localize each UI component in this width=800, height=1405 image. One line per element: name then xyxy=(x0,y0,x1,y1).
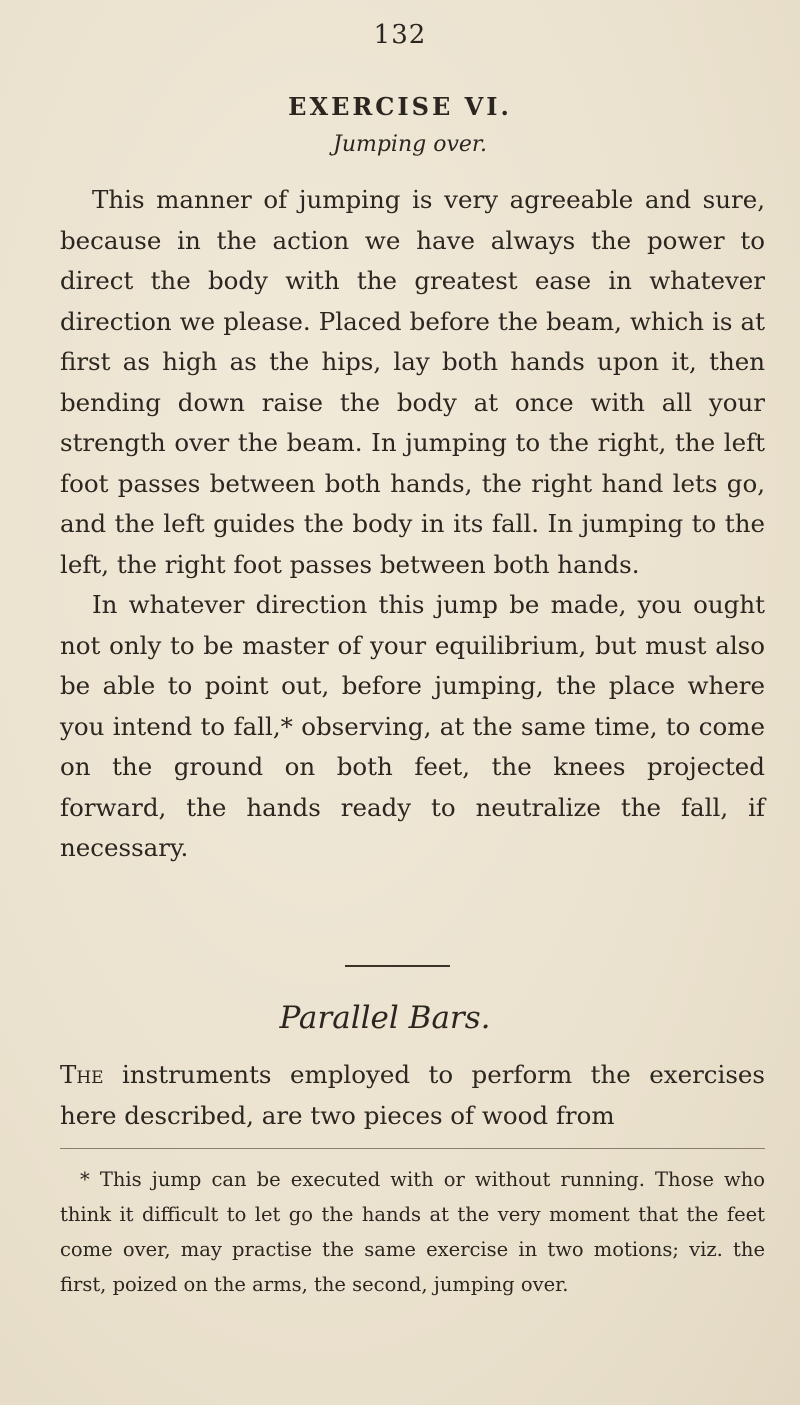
footnote xyxy=(60,1162,765,1302)
section-divider xyxy=(345,965,450,967)
exercise-heading: EXERCISE VI. xyxy=(288,92,512,121)
section-body xyxy=(60,1055,765,1136)
exercise-body xyxy=(60,180,765,869)
section-lead-word: The xyxy=(60,1060,104,1089)
section-paragraph-text: instruments employed to perform the exercises here described, are two pieces of wood from xyxy=(60,1060,765,1130)
footnote-divider xyxy=(60,1148,765,1149)
footnote-text: * This jump can be executed with or without running. Those who think it difficult to let go the hands at the very moment that the feet come over, may practise the same exercise in two motions; viz. the first, poized on the arms, the second, jumping over. xyxy=(60,1168,765,1296)
section-title: Parallel Bars. xyxy=(279,1000,491,1036)
page-number: 132 xyxy=(373,20,427,50)
section-paragraph xyxy=(60,1055,765,1136)
paragraph-1: This manner of jumping is very agreeable and sure, because in the action we have always the power to direct the body with the greatest ease in whatever direction we please. Placed before the beam, which is at first as high as the hips, lay both hands upon it, then bending down raise the body at once with all your strength over the beam. In jumping to the right, the left foot passes between both hands, the right hand lets go, and the left guides the body in its fall. In jumping to the left, the right foot passes between both hands. xyxy=(60,185,765,579)
exercise-subheading: Jumping over. xyxy=(333,132,487,157)
paragraph-2: In whatever direction this jump be made, you ought not only to be master of your equilibrium, but must also be able to point out, before jumping, the place where you intend to fall,* observing, at the same time, to come on the ground on both feet, the knees projected forward, the hands ready to neutralize the fall, if necessary. xyxy=(60,590,765,862)
